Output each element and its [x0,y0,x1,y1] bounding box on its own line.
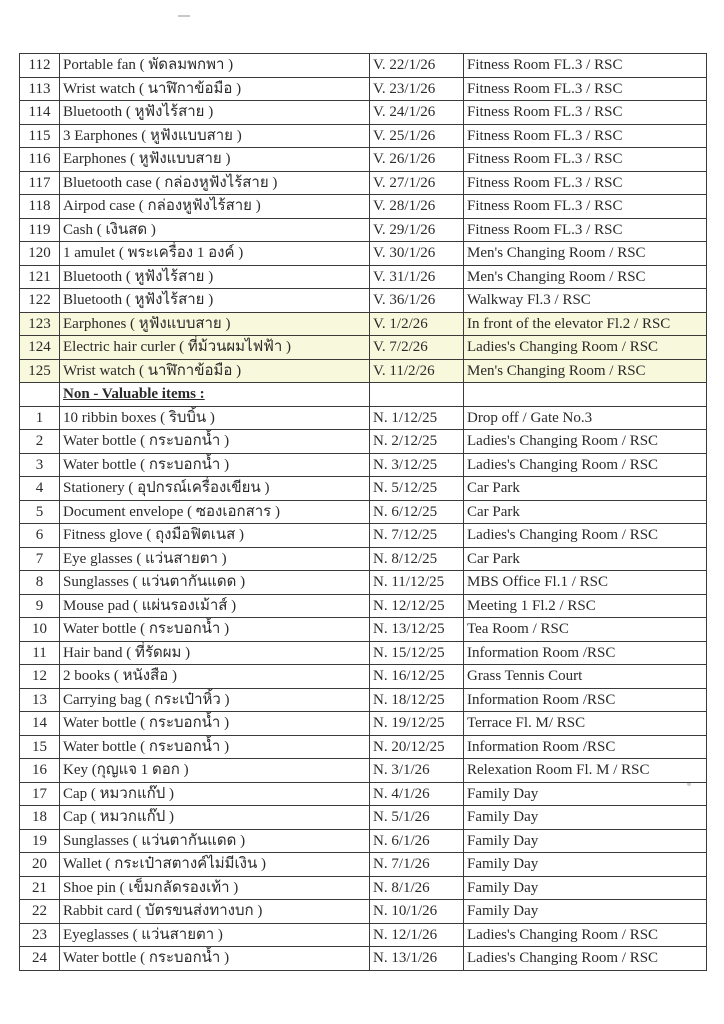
item-number-cell: 20 [20,853,60,877]
item-number-cell: 21 [20,876,60,900]
item-description-cell: 2 books ( หนังสือ ) [60,665,370,689]
item-number-cell: 19 [20,829,60,853]
item-description-cell: Sunglasses ( แว่นตากันแดด ) [60,571,370,595]
item-description-cell: Water bottle ( กระบอกน้ำ ) [60,453,370,477]
item-number-cell: 17 [20,782,60,806]
found-location-cell: Meeting 1 Fl.2 / RSC [464,594,707,618]
empty-cell [464,383,707,407]
table-row [20,171,707,195]
table-row [20,54,707,78]
table-row [20,876,707,900]
found-location-cell: Ladies's Changing Room / RSC [464,453,707,477]
item-number-cell: 10 [20,618,60,642]
item-description-cell: Bluetooth ( หูฟังไร้สาย ) [60,265,370,289]
item-code-cell: V. 24/1/26 [370,101,464,125]
item-number-cell: 14 [20,712,60,736]
found-location-cell: Ladies's Changing Room / RSC [464,524,707,548]
table-row [20,477,707,501]
table-row [20,688,707,712]
empty-cell [20,383,60,407]
found-location-cell: Men's Changing Room / RSC [464,265,707,289]
item-code-cell: N. 5/1/26 [370,806,464,830]
table-row [20,524,707,548]
item-code-cell: N. 6/12/25 [370,500,464,524]
item-number-cell: 114 [20,101,60,125]
item-number-cell: 18 [20,806,60,830]
found-location-cell: Family Day [464,829,707,853]
found-location-cell: In front of the elevator Fl.2 / RSC [464,312,707,336]
item-number-cell: 116 [20,148,60,172]
found-location-cell: Fitness Room FL.3 / RSC [464,77,707,101]
item-code-cell: N. 1/12/25 [370,406,464,430]
item-description-cell: Eye glasses ( แว่นสายตา ) [60,547,370,571]
table-row [20,806,707,830]
item-description-cell: Water bottle ( กระบอกน้ำ ) [60,947,370,971]
found-location-cell: Fitness Room FL.3 / RSC [464,124,707,148]
item-description-cell: Earphones ( หูฟังแบบสาย ) [60,312,370,336]
item-number-cell: 4 [20,477,60,501]
item-number-cell: 1 [20,406,60,430]
item-description-cell: Stationery ( อุปกรณ์เครื่องเขียน ) [60,477,370,501]
found-location-cell: Fitness Room FL.3 / RSC [464,148,707,172]
item-code-cell: N. 7/12/25 [370,524,464,548]
table-row [20,124,707,148]
table-row [20,665,707,689]
item-number-cell: 8 [20,571,60,595]
table-row [20,195,707,219]
item-code-cell: N. 8/1/26 [370,876,464,900]
found-location-cell: Ladies's Changing Room / RSC [464,923,707,947]
found-location-cell: Car Park [464,500,707,524]
item-description-cell: Wrist watch ( นาฬิกาข้อมือ ) [60,359,370,383]
item-code-cell: N. 8/12/25 [370,547,464,571]
table-row [20,712,707,736]
item-description-cell: Key (กุญแจ 1 ดอก ) [60,759,370,783]
table-row [20,359,707,383]
item-description-cell: 1 amulet ( พระเครื่อง 1 องค์ ) [60,242,370,266]
found-location-cell: Information Room /RSC [464,735,707,759]
item-description-cell: Cash ( เงินสด ) [60,218,370,242]
table-row [20,735,707,759]
item-description-cell: Electric hair curler ( ที่ม้วนผมไฟฟ้า ) [60,336,370,360]
item-code-cell: N. 7/1/26 [370,853,464,877]
item-number-cell: 23 [20,923,60,947]
table-row [20,336,707,360]
item-number-cell: 119 [20,218,60,242]
item-code-cell: N. 15/12/25 [370,641,464,665]
found-location-cell: Family Day [464,900,707,924]
table-row [20,265,707,289]
table-row [20,900,707,924]
item-number-cell: 112 [20,54,60,78]
lost-and-found-table [19,53,707,971]
item-code-cell: V. 11/2/26 [370,359,464,383]
item-description-cell: Earphones ( หูฟังแบบสาย ) [60,148,370,172]
item-code-cell: V. 7/2/26 [370,336,464,360]
item-code-cell: N. 12/12/25 [370,594,464,618]
item-number-cell: 2 [20,430,60,454]
table-row [20,218,707,242]
table-row [20,594,707,618]
item-description-cell: Mouse pad ( แผ่นรองเม้าส์ ) [60,594,370,618]
item-number-cell: 113 [20,77,60,101]
found-location-cell: Car Park [464,547,707,571]
item-description-cell: Carrying bag ( กระเป๋าหิ้ว ) [60,688,370,712]
item-description-cell: Wrist watch ( นาฬิกาข้อมือ ) [60,77,370,101]
item-description-cell: Water bottle ( กระบอกน้ำ ) [60,618,370,642]
item-description-cell: Fitness glove ( ถุงมือฟิตเนส ) [60,524,370,548]
table-row [20,853,707,877]
table-row [20,641,707,665]
found-location-cell: Family Day [464,876,707,900]
found-location-cell: Tea Room / RSC [464,618,707,642]
found-location-cell: Family Day [464,806,707,830]
item-number-cell: 9 [20,594,60,618]
item-code-cell: V. 26/1/26 [370,148,464,172]
item-number-cell: 117 [20,171,60,195]
found-location-cell: Fitness Room FL.3 / RSC [464,218,707,242]
found-location-cell: Drop off / Gate No.3 [464,406,707,430]
item-number-cell: 16 [20,759,60,783]
item-code-cell: V. 30/1/26 [370,242,464,266]
table-body [20,54,707,971]
table-row [20,500,707,524]
table-row [20,430,707,454]
found-location-cell: Fitness Room FL.3 / RSC [464,195,707,219]
table-row [20,547,707,571]
item-description-cell: Eyeglasses ( แว่นสายตา ) [60,923,370,947]
item-code-cell: N. 13/12/25 [370,618,464,642]
item-description-cell: Bluetooth ( หูฟังไร้สาย ) [60,101,370,125]
item-description-cell: Rabbit card ( บัตรขนส่งทางบก ) [60,900,370,924]
item-number-cell: 123 [20,312,60,336]
item-number-cell: 13 [20,688,60,712]
item-code-cell: N. 10/1/26 [370,900,464,924]
item-number-cell: 118 [20,195,60,219]
found-location-cell: Walkway Fl.3 / RSC [464,289,707,313]
table-row [20,618,707,642]
item-number-cell: 15 [20,735,60,759]
item-code-cell: N. 13/1/26 [370,947,464,971]
item-description-cell: Wallet ( กระเป๋าสตางค์ไม่มีเงิน ) [60,853,370,877]
item-code-cell: V. 31/1/26 [370,265,464,289]
item-description-cell: Cap ( หมวกแก๊ป ) [60,782,370,806]
found-location-cell: Terrace Fl. M/ RSC [464,712,707,736]
item-description-cell: Portable fan ( พัดลมพกพา ) [60,54,370,78]
item-number-cell: 5 [20,500,60,524]
scan-mark [178,15,190,17]
item-description-cell: Water bottle ( กระบอกน้ำ ) [60,735,370,759]
item-code-cell: V. 27/1/26 [370,171,464,195]
table-row [20,406,707,430]
item-description-cell: Cap ( หมวกแก๊ป ) [60,806,370,830]
item-description-cell: Hair band ( ที่รัดผม ) [60,641,370,665]
table-row [20,289,707,313]
item-description-cell: Sunglasses ( แว่นตากันแดด ) [60,829,370,853]
item-code-cell: V. 25/1/26 [370,124,464,148]
table-row [20,829,707,853]
item-code-cell: N. 11/12/25 [370,571,464,595]
item-code-cell: N. 20/12/25 [370,735,464,759]
found-location-cell: Fitness Room FL.3 / RSC [464,54,707,78]
found-location-cell: Ladies's Changing Room / RSC [464,947,707,971]
item-code-cell: N. 3/12/25 [370,453,464,477]
found-location-cell: Men's Changing Room / RSC [464,242,707,266]
item-code-cell: V. 36/1/26 [370,289,464,313]
table-row [20,101,707,125]
item-number-cell: 24 [20,947,60,971]
item-description-cell: Bluetooth ( หูฟังไร้สาย ) [60,289,370,313]
table-row [20,571,707,595]
table-row [20,312,707,336]
found-location-cell: Fitness Room FL.3 / RSC [464,171,707,195]
item-description-cell: Document envelope ( ซองเอกสาร ) [60,500,370,524]
item-code-cell: V. 28/1/26 [370,195,464,219]
item-number-cell: 120 [20,242,60,266]
table-row [20,782,707,806]
item-description-cell: Bluetooth case ( กล่องหูฟังไร้สาย ) [60,171,370,195]
found-location-cell: Ladies's Changing Room / RSC [464,430,707,454]
found-location-cell: Fitness Room FL.3 / RSC [464,101,707,125]
item-description-cell: 10 ribbin boxes ( ริบบิ้น ) [60,406,370,430]
item-number-cell: 12 [20,665,60,689]
item-code-cell: N. 5/12/25 [370,477,464,501]
item-description-cell: 3 Earphones ( หูฟังแบบสาย ) [60,124,370,148]
item-code-cell: N. 18/12/25 [370,688,464,712]
item-code-cell: V. 22/1/26 [370,54,464,78]
empty-cell [370,383,464,407]
item-number-cell: 22 [20,900,60,924]
table-row [20,923,707,947]
item-code-cell: V. 23/1/26 [370,77,464,101]
table-row [20,453,707,477]
item-description-cell: Water bottle ( กระบอกน้ำ ) [60,712,370,736]
item-description-cell: Shoe pin ( เข็มกลัดรองเท้า ) [60,876,370,900]
section-header-row [20,383,707,407]
item-code-cell: N. 3/1/26 [370,759,464,783]
found-location-cell: Men's Changing Room / RSC [464,359,707,383]
table-row [20,947,707,971]
found-location-cell: Relexation Room Fl. M / RSC [464,759,707,783]
item-code-cell: N. 19/12/25 [370,712,464,736]
item-code-cell: N. 6/1/26 [370,829,464,853]
item-number-cell: 124 [20,336,60,360]
found-location-cell: Car Park [464,477,707,501]
item-number-cell: 3 [20,453,60,477]
found-location-cell: Family Day [464,853,707,877]
table-row [20,148,707,172]
found-location-cell: Grass Tennis Court [464,665,707,689]
item-number-cell: 122 [20,289,60,313]
table-row [20,77,707,101]
item-code-cell: V. 1/2/26 [370,312,464,336]
item-code-cell: N. 2/12/25 [370,430,464,454]
found-location-cell: MBS Office Fl.1 / RSC [464,571,707,595]
item-code-cell: N. 16/12/25 [370,665,464,689]
found-location-cell: Information Room /RSC [464,641,707,665]
item-number-cell: 125 [20,359,60,383]
found-location-cell: Ladies's Changing Room / RSC [464,336,707,360]
item-number-cell: 115 [20,124,60,148]
item-description-cell: Water bottle ( กระบอกน้ำ ) [60,430,370,454]
found-location-cell: Information Room /RSC [464,688,707,712]
item-number-cell: 6 [20,524,60,548]
item-code-cell: N. 4/1/26 [370,782,464,806]
item-number-cell: 121 [20,265,60,289]
section-title: Non - Valuable items : [60,383,370,407]
item-number-cell: 11 [20,641,60,665]
item-code-cell: N. 12/1/26 [370,923,464,947]
table-row [20,759,707,783]
found-location-cell: Family Day [464,782,707,806]
table-row [20,242,707,266]
item-code-cell: V. 29/1/26 [370,218,464,242]
item-description-cell: Airpod case ( กล่องหูฟังไร้สาย ) [60,195,370,219]
item-number-cell: 7 [20,547,60,571]
